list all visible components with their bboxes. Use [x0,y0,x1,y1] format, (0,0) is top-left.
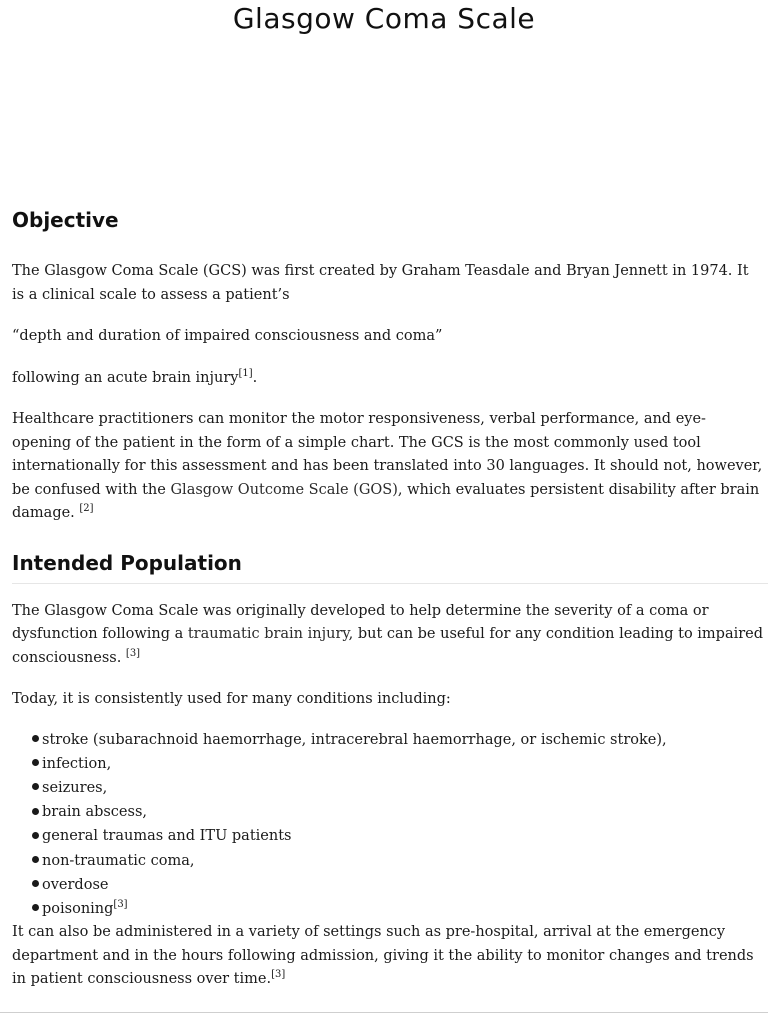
bullet-icon [32,759,39,766]
list-item [32,728,764,752]
article-content [12,208,764,992]
reference-link-2[interactable]: [2] [79,503,94,515]
population-paragraph-1 [12,600,764,671]
population-paragraph-2: Today, it is consistently used for many conditions including: [12,691,451,707]
bullet-icon [32,783,39,790]
section-heading-population: Intended Population [12,550,242,575]
bullet-icon [32,832,39,839]
list-item [32,776,764,800]
reference-link-1[interactable]: [1] [238,367,253,379]
objective-paragraph-3 [12,408,764,526]
list-item [32,752,764,776]
population-paragraph-1-text-2: , but can be useful for any condition leading to impaired consciousness. [12,626,764,666]
bullet-icon [32,904,39,911]
objective-paragraph-2-end: . [252,369,258,386]
list-item [32,873,764,897]
section-heading-objective: Objective [12,208,119,232]
objective-quote: “depth and duration of impaired consciousness and coma” [12,328,443,344]
bullet-icon [32,808,39,815]
list-item-text: poisoning [42,900,114,917]
list-item-text: seizures, [42,779,108,796]
objective-paragraph-3-text-2: , which evaluates persistent disability after brain damage. [12,481,760,521]
objective-paragraph-2 [12,367,764,391]
list-item-text: overdose [42,876,109,893]
conditions-list [12,728,764,922]
list-item-text: stroke (subarachnoid haemorrhage, intracerebral haemorrhage, or ischemic stroke), [42,731,667,748]
list-item [32,800,764,824]
gos-link[interactable]: Glasgow Outcome Scale (GOS) [170,481,398,498]
list-item-text: brain abscess, [42,804,148,821]
reference-link-5[interactable]: [3] [271,969,286,981]
tbi-link[interactable]: traumatic brain injury [187,626,349,642]
bullet-icon [32,856,39,863]
section-divider [12,583,768,584]
list-item [32,849,764,873]
objective-paragraph-3-text: Healthcare practitioners can monitor the motor responsiveness, verbal performance, and eye-opening of the patient in the form of a simple chart. The GCS is the most commonly used tool internationally for this assessment and has been translated into 30 languages. It should not, however, be confused with the [12,411,763,498]
bullet-icon [32,735,39,742]
population-paragraph-3-text: It can also be administered in a variety of settings such as pre-hospital, arrival at the emergency department and in the hours following admission, giving it the ability to monitor changes and trends in patient consciousness over time. [12,924,754,988]
list-item [32,824,764,848]
population-paragraph-1-text: The Glasgow Coma Scale was originally developed to help determine the severity of a coma or dysfunction following a [12,602,709,642]
reference-link-3[interactable]: [3] [125,647,141,659]
bullet-icon [32,880,39,887]
list-item-text: non-traumatic coma, [42,852,195,869]
objective-paragraph-2-text: following an acute brain injury [12,369,239,386]
page-title: Glasgow Coma Scale [232,2,536,35]
page-bottom-divider [0,1012,768,1013]
objective-paragraph-1: The Glasgow Coma Scale (GCS) was first created by Graham Teasdale and Bryan Jennett in 1974. It is a clinical scale to assess a patient’s [12,263,749,303]
list-item-text: infection, [42,755,112,772]
list-item [32,897,764,921]
population-paragraph-3 [12,921,764,992]
reference-link-4[interactable]: [3] [113,899,128,911]
list-item-text: general traumas and ITU patients [42,828,292,845]
